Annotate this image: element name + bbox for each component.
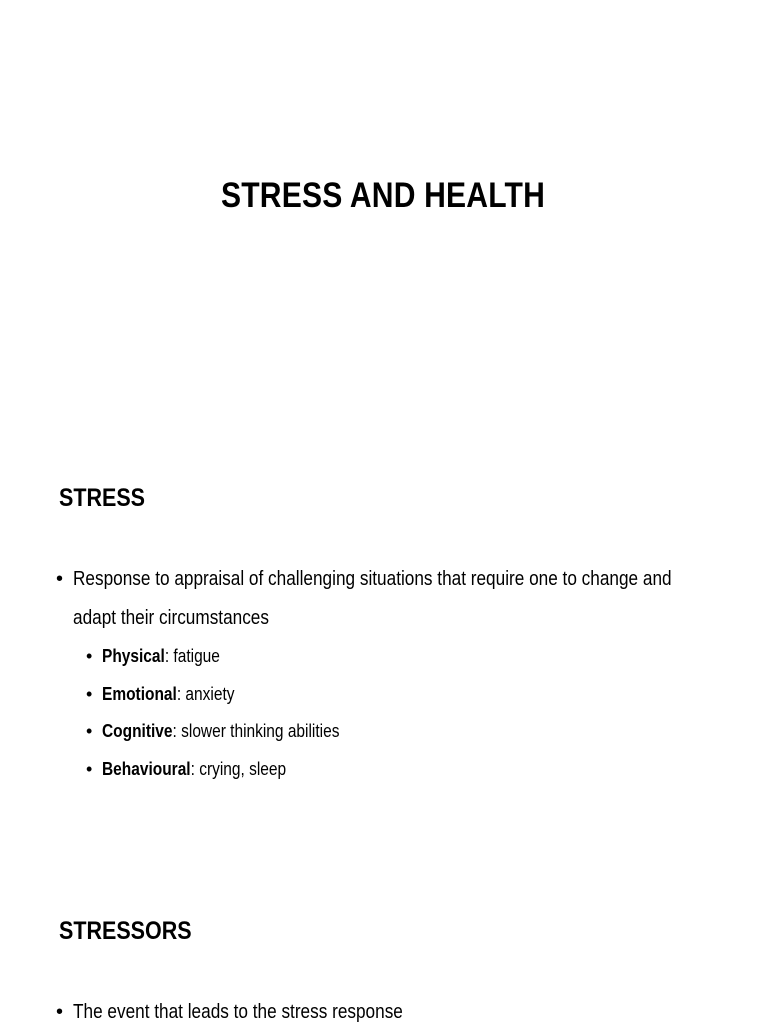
subitem-detail: : fatigue <box>164 646 220 666</box>
subitem-term: Behavioural <box>102 758 191 779</box>
stress-subitem-cognitive <box>0 713 720 751</box>
subitem-detail: : crying, sleep <box>190 758 287 779</box>
subitem-term: Cognitive <box>102 721 173 741</box>
stressors-definition-item <box>0 993 720 1032</box>
stressors-definition-text: The event that leads to the stress response <box>73 1001 403 1023</box>
bullet-icon: • <box>86 758 93 779</box>
subitem-detail: : slower thinking abilities <box>172 721 340 741</box>
subitem-term: Physical <box>102 646 165 666</box>
bullet-icon: • <box>56 568 64 590</box>
bullet-icon: • <box>86 646 93 666</box>
bullet-icon: • <box>86 683 93 704</box>
stress-definition-text: Response to appraisal of challenging situations that require one to change and adapt their circumstances <box>73 568 672 629</box>
subitem-detail: : anxiety <box>176 683 235 704</box>
stressors-bullet-list <box>0 993 720 1032</box>
subitem-term: Emotional <box>102 683 177 704</box>
stress-definition-item <box>0 560 720 638</box>
bullet-icon: • <box>86 721 93 741</box>
slide-title: STRESS AND HEALTH <box>220 176 546 215</box>
stress-bullet-list <box>0 560 720 788</box>
stress-subitem-behavioural <box>0 751 720 789</box>
bullet-icon: • <box>56 1001 64 1023</box>
section-heading-stress: STRESS <box>59 484 146 512</box>
stress-subitem-physical <box>0 638 720 676</box>
stress-subitem-emotional <box>0 676 720 714</box>
section-heading-stressors: STRESSORS <box>59 917 192 945</box>
